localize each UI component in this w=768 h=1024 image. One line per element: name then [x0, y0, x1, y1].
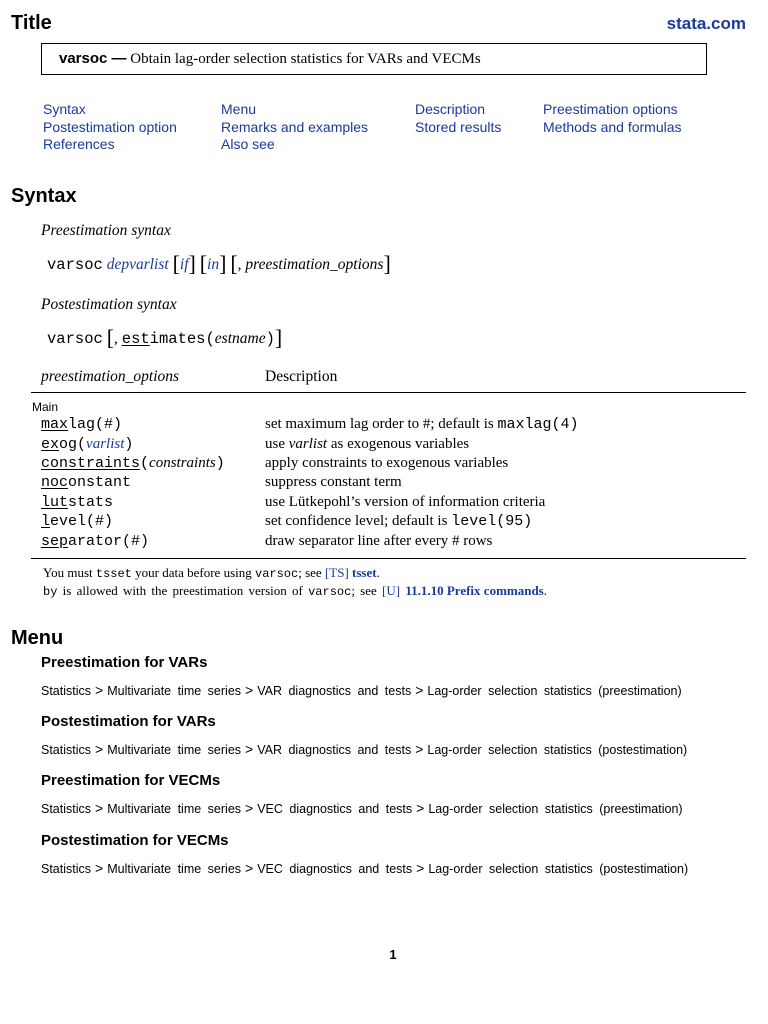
option-name: [41, 455, 225, 472]
syntax-command: varsoc: [47, 256, 103, 274]
option-description: [265, 513, 532, 530]
nav-link-description[interactable]: Description: [415, 101, 486, 117]
menu-subsection-title: Postestimation for VARs: [41, 713, 216, 730]
command-description: Obtain lag-order selection statistics for VARs and VECMs: [130, 51, 481, 67]
option-rest: lag(#): [68, 416, 123, 433]
menu-path-item: VAR diagnostics and tests: [257, 743, 412, 757]
syntax-if-link[interactable]: if: [179, 256, 189, 273]
nav-column-3: [415, 101, 501, 136]
option-name: [41, 474, 131, 491]
nav-link-postestimation-option[interactable]: Postestimation option: [43, 118, 177, 135]
option-rest: arator(#): [68, 533, 150, 550]
note-code: by: [43, 585, 58, 599]
chevron-right-icon: >: [245, 860, 254, 876]
menu-path: [41, 682, 682, 698]
desc-text: set maximum lag order to #; default is: [265, 416, 498, 432]
chevron-right-icon: >: [95, 741, 104, 757]
nav-link-also-see[interactable]: Also see: [221, 136, 275, 152]
menu-path-item: Lag-order selection statistics (preestimation): [427, 684, 682, 698]
desc-text: apply constraints to exogenous variables: [265, 455, 509, 471]
option-rest: (: [140, 455, 150, 472]
note-code: varsoc: [308, 585, 352, 599]
menu-path-item: Lag-order selection statistics (postestimation): [427, 743, 688, 757]
desc-text: suppress constant term: [265, 474, 402, 490]
chevron-right-icon: >: [95, 860, 104, 876]
desc-text: set confidence level; default is: [265, 513, 452, 529]
menu-subsection-title: Preestimation for VECMs: [41, 772, 221, 789]
optional-bracket: [: [106, 325, 115, 350]
optional-bracket: [: [199, 251, 208, 276]
menu-path-item: Statistics: [41, 684, 92, 698]
note-text: .: [376, 565, 380, 580]
postestimation-syntax-label: Postestimation syntax: [41, 296, 177, 313]
option-close: ): [215, 455, 225, 472]
menu-path-item: VAR diagnostics and tests: [257, 684, 412, 698]
menu-path: [41, 860, 688, 876]
desc-text: use: [265, 436, 289, 452]
menu-path-item: VEC diagnostics and tests: [257, 862, 413, 876]
note-code: tsset: [95, 567, 132, 581]
syntax-heading: Syntax: [11, 185, 77, 207]
optional-bracket: ]: [383, 251, 391, 276]
option-abbrev: l: [41, 513, 51, 530]
nav-link-preestimation-options[interactable]: Preestimation options: [543, 101, 678, 117]
menu-path-item: Multivariate time series: [107, 862, 242, 876]
option-description: [265, 494, 545, 511]
desc-code: maxlag(4): [497, 416, 579, 433]
desc-text: use Lütkepohl’s version of information criteria: [265, 494, 546, 510]
group-label-main: Main: [32, 400, 59, 414]
option-arg: varlist: [86, 436, 125, 452]
optional-bracket: ]: [219, 251, 227, 276]
page-title: Title: [11, 12, 52, 34]
syntax-preestimation-options: preestimation_options: [245, 256, 384, 273]
nav-column-2: [221, 101, 368, 154]
option-abbrev: max: [41, 416, 69, 433]
syntax-command: varsoc: [47, 330, 103, 348]
menu-path-item: Multivariate time series: [107, 802, 242, 816]
menu-path: [41, 800, 683, 816]
syntax-depvarlist-link[interactable]: depvarlist: [106, 256, 169, 273]
nav-link-menu[interactable]: Menu: [221, 101, 257, 117]
option-name: [41, 533, 149, 550]
table-bottom-rule: [31, 558, 746, 559]
optional-bracket: ]: [188, 251, 196, 276]
nav-column-1: [43, 101, 177, 154]
menu-subsection-title: Postestimation for VECMs: [41, 832, 229, 849]
option-abbrev: constraints: [41, 455, 141, 472]
preestimation-syntax-line: varsoc depvarlist [if] [in] [, preestimation_options]: [47, 251, 391, 276]
option-rest: stats: [68, 494, 114, 511]
title-box: [41, 43, 707, 75]
option-arg: constraints: [149, 455, 216, 471]
prefix-commands-link[interactable]: 11.1.10 Prefix commands: [405, 583, 544, 598]
option-name: [41, 416, 122, 433]
tsset-note: [43, 565, 380, 581]
note-text: ; see: [298, 565, 325, 580]
option-name: [41, 494, 113, 511]
options-col-header: preestimation_options: [41, 368, 180, 385]
option-description: [265, 436, 469, 453]
nav-link-remarks[interactable]: Remarks and examples: [221, 118, 369, 135]
option-name: [41, 436, 133, 453]
stata-site-link[interactable]: stata.com: [666, 14, 746, 33]
option-name: [41, 513, 113, 530]
description-col-header: Description: [265, 368, 338, 385]
nav-link-references[interactable]: References: [43, 136, 115, 152]
estimates-option: imates(: [149, 330, 215, 348]
option-description: [265, 416, 578, 433]
estimates-abbrev: est: [121, 330, 150, 348]
menu-path-item: Multivariate time series: [107, 684, 242, 698]
note-text: your data before using: [131, 565, 255, 580]
note-text: .: [543, 583, 547, 598]
menu-path-item: Lag-order selection statistics (postestimation): [428, 862, 689, 876]
nav-link-stored-results[interactable]: Stored results: [415, 118, 502, 135]
close-paren: ): [265, 330, 275, 348]
chevron-right-icon: >: [245, 682, 254, 698]
chevron-right-icon: >: [95, 800, 104, 816]
optional-bracket: [: [230, 251, 238, 276]
preestimation-syntax-label: Preestimation syntax: [41, 222, 171, 239]
chevron-right-icon: >: [245, 800, 254, 816]
nav-column-4: [543, 101, 682, 136]
option-abbrev: noc: [41, 474, 69, 491]
command-name: varsoc —: [59, 50, 127, 67]
page-number: 1: [389, 947, 397, 962]
by-prefix-note: [43, 583, 547, 599]
u-manual-link[interactable]: [U]: [382, 583, 401, 598]
menu-heading: Menu: [11, 627, 64, 649]
optional-bracket: [: [172, 251, 180, 276]
menu-subsection-title: Preestimation for VARs: [41, 654, 208, 671]
nav-link-syntax[interactable]: Syntax: [43, 101, 86, 117]
menu-path-item: Statistics: [41, 802, 92, 816]
syntax-in-link[interactable]: in: [207, 256, 220, 273]
menu-path-item: Statistics: [41, 743, 92, 757]
desc-text: draw separator line after every # rows: [265, 533, 493, 549]
note-text: is allowed with the preestimation version of: [57, 583, 309, 598]
postestimation-syntax-line: varsoc [, estimates(estname)]: [47, 325, 283, 350]
option-description: [265, 455, 508, 472]
menu-path-item: Statistics: [41, 862, 92, 876]
option-rest: evel(#): [50, 513, 114, 530]
option-description: [265, 474, 402, 491]
chevron-right-icon: >: [95, 682, 104, 698]
table-top-rule: [31, 392, 746, 393]
title-line: [59, 50, 481, 68]
tsset-link[interactable]: tsset: [352, 565, 377, 580]
chevron-right-icon: >: [416, 860, 425, 876]
option-description: [265, 533, 492, 550]
optional-bracket: ]: [274, 325, 283, 350]
menu-path-item: VEC diagnostics and tests: [257, 802, 413, 816]
desc-italic: varlist: [288, 436, 328, 452]
note-text: ; see: [351, 583, 383, 598]
estname-arg: estname: [214, 330, 266, 347]
note-text: You must: [43, 565, 96, 580]
menu-path-item: Multivariate time series: [107, 743, 242, 757]
option-rest: onstant: [68, 474, 132, 491]
nav-link-methods-formulas[interactable]: Methods and formulas: [543, 118, 682, 135]
note-code: varsoc: [255, 567, 299, 581]
chevron-right-icon: >: [415, 682, 424, 698]
option-abbrev: lut: [41, 494, 69, 511]
desc-code: level(95): [451, 513, 533, 530]
ts-manual-link[interactable]: [TS]: [324, 565, 349, 580]
option-rest: og(: [59, 436, 87, 453]
option-abbrev: ex: [41, 436, 60, 453]
option-abbrev: sep: [41, 533, 69, 550]
chevron-right-icon: >: [415, 741, 424, 757]
menu-path-item: Lag-order selection statistics (preestimation): [428, 802, 683, 816]
chevron-right-icon: >: [245, 741, 254, 757]
desc-text: as exogenous variables: [327, 436, 470, 452]
option-close: ): [124, 436, 134, 453]
chevron-right-icon: >: [416, 800, 425, 816]
menu-path: [41, 741, 687, 757]
